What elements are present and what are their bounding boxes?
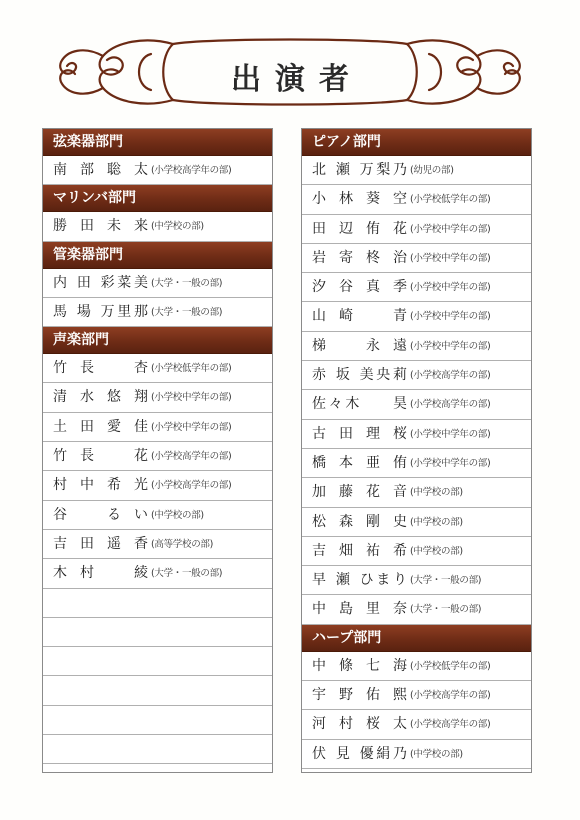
section-header: ピアノ部門: [302, 129, 531, 156]
empty-row: [43, 589, 272, 618]
performer-row: [43, 269, 272, 298]
performer-row: [302, 361, 531, 390]
performer-name: 村 中 希 光: [53, 477, 149, 494]
performer-category: (小学校中学年の部): [410, 223, 491, 235]
performer-row: [43, 383, 272, 412]
title-banner: [55, 36, 525, 108]
performer-category: (小学校中学年の部): [410, 252, 491, 264]
performer-category: (大学・一般の部): [410, 575, 482, 587]
performer-row: [43, 298, 272, 327]
performer-row: [302, 156, 531, 185]
page-title: 出演者: [231, 62, 363, 97]
section-header: 弦楽器部門: [43, 129, 272, 156]
empty-row: [43, 618, 272, 647]
performer-name: 竹 長 花: [53, 448, 149, 465]
performer-category: (幼児の部): [410, 165, 454, 176]
performer-row: [43, 354, 272, 383]
performer-category: (小学校高学年の部): [410, 399, 491, 411]
performer-row: [302, 390, 531, 419]
performer-category: (小学校中学年の部): [410, 340, 491, 352]
performer-row: [302, 420, 531, 449]
performer-name: 馬 場 万里那: [53, 303, 149, 320]
performer-category: (大学・一般の部): [151, 277, 223, 289]
performer-category: (小学校中学年の部): [410, 282, 491, 294]
performer-row: [43, 530, 272, 559]
section-header: 管楽器部門: [43, 242, 272, 269]
performer-row: [302, 244, 531, 273]
performer-category: (高等学校の部): [151, 538, 214, 550]
performer-category: (中学校の部): [410, 487, 463, 499]
empty-row: [43, 647, 272, 676]
performer-row: [302, 681, 531, 710]
performer-category: (中学校の部): [410, 545, 463, 557]
performer-name: 古 田 理 桜: [312, 425, 408, 442]
performer-name: 橋 本 亜 侑: [312, 454, 408, 471]
performer-name: 土 田 愛 佳: [53, 418, 149, 435]
performer-row: [43, 413, 272, 442]
performer-category: (大学・一般の部): [410, 604, 482, 616]
performer-name: 伏 見 優絹乃: [312, 745, 408, 762]
right-column: [301, 128, 532, 773]
empty-row: [43, 735, 272, 764]
performer-category: (中学校の部): [410, 748, 463, 760]
performer-row: [302, 185, 531, 214]
performer-category: (小学校低学年の部): [151, 363, 232, 375]
performer-row: [302, 652, 531, 681]
section-header: ハープ部門: [302, 625, 531, 652]
performer-name: 中 條 七 海: [312, 657, 408, 674]
performer-name: 汐 谷 真 季: [312, 279, 408, 296]
performer-name: 山 崎 青: [312, 308, 408, 325]
performer-name: 松 森 剛 史: [312, 513, 408, 530]
performer-row: [43, 442, 272, 471]
performer-name: 吉 畑 祐 希: [312, 542, 408, 559]
performer-row: [43, 501, 272, 530]
performer-row: [302, 508, 531, 537]
performer-category: (小学校高学年の部): [151, 480, 232, 492]
performer-row: [302, 215, 531, 244]
performer-name: 北 瀬 万梨乃: [312, 162, 408, 178]
performer-name: 河 村 桜 太: [312, 716, 408, 733]
performer-row: [302, 595, 531, 624]
performer-name: 南 部 聡 太: [53, 162, 149, 178]
performer-row: [302, 449, 531, 478]
performer-category: (小学校高学年の部): [410, 719, 491, 731]
performer-name: 岩 寄 柊 治: [312, 249, 408, 266]
performer-row: [43, 559, 272, 588]
performer-name: 梯 永 遠: [312, 337, 408, 354]
performer-name: 田 辺 侑 花: [312, 220, 408, 237]
section-header: 声楽部門: [43, 327, 272, 354]
performer-row: [302, 332, 531, 361]
performer-row: [302, 302, 531, 331]
performer-name: 吉 田 遥 香: [53, 535, 149, 552]
performer-row: [302, 710, 531, 739]
performer-name: 宇 野 佑 熙: [312, 687, 408, 704]
performer-category: (小学校中学年の部): [410, 428, 491, 440]
performer-category: (小学校高学年の部): [151, 451, 232, 463]
performer-name: 内 田 彩菜美: [53, 274, 149, 291]
performer-category: (小学校中学年の部): [410, 457, 491, 469]
performer-name: 木 村 綾: [53, 565, 149, 582]
performer-category: (中学校の部): [151, 221, 204, 233]
performer-name: 中 島 里 奈: [312, 601, 408, 618]
performer-row: [302, 566, 531, 595]
performer-name: 谷 る い: [53, 506, 149, 523]
performer-row: [302, 537, 531, 566]
performer-category: (小学校中学年の部): [151, 421, 232, 433]
performer-row: [302, 273, 531, 302]
performer-category: (小学校低学年の部): [410, 660, 491, 672]
empty-row: [43, 706, 272, 735]
performer-name: 赤 坂 美央莉: [312, 367, 408, 384]
performer-category: (小学校高学年の部): [410, 690, 491, 702]
performer-category: (中学校の部): [410, 516, 463, 528]
performer-name: 早 瀬 ひまり: [312, 572, 408, 589]
performer-category: (大学・一般の部): [151, 568, 223, 580]
performer-row: [302, 478, 531, 507]
performer-row: [43, 212, 272, 241]
performer-category: (小学校高学年の部): [151, 165, 232, 176]
performer-name: 佐々木 昊: [312, 396, 408, 413]
empty-row: [43, 676, 272, 705]
performer-category: (小学校高学年の部): [410, 370, 491, 382]
performer-name: 清 水 悠 翔: [53, 389, 149, 406]
performer-row: [43, 156, 272, 185]
performer-category: (中学校の部): [151, 509, 204, 521]
performer-name: 加 藤 花 音: [312, 484, 408, 501]
performer-name: 勝 田 未 来: [53, 218, 149, 235]
performer-category: (小学校中学年の部): [151, 392, 232, 404]
left-column: [42, 128, 273, 773]
performer-name: 小 林 葵 空: [312, 191, 408, 208]
performer-category: (小学校低学年の部): [410, 194, 491, 206]
section-header: マリンバ部門: [43, 185, 272, 212]
performer-category: (大学・一般の部): [151, 306, 223, 318]
performer-category: (小学校中学年の部): [410, 311, 491, 323]
performer-row: [302, 740, 531, 769]
performer-row: [43, 471, 272, 500]
performer-name: 竹 長 杏: [53, 360, 149, 377]
